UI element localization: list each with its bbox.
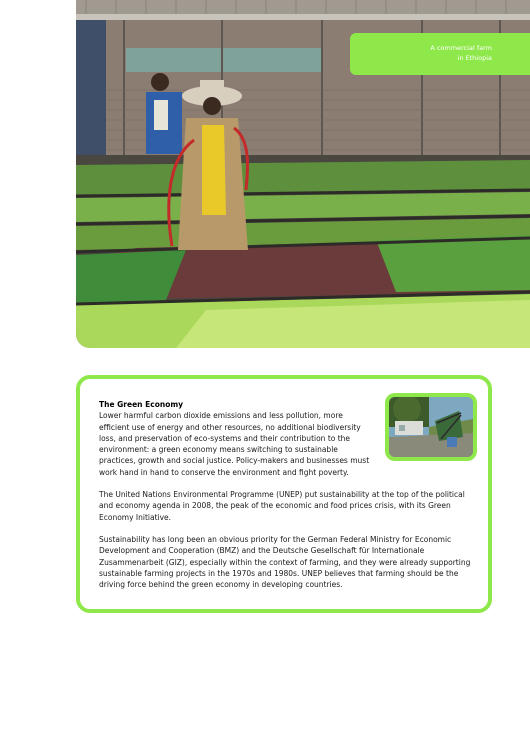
article-heading: The Green Economy (99, 400, 184, 409)
article-text (99, 399, 471, 590)
article-paragraph-3: Sustainability has long been an obvious priority for the German Federal Ministry for Economic Development and Cooperation (BMZ) and the Deutsche Gesellschaft für Internationale Zusammenarbeit (GIZ), especially within the context of farming, and they were already supporting sustainable farming projects in the 1970s and 1980s. UNEP believes that farming should be the driving force behind the green economy in developing countries. (99, 534, 471, 590)
photo-caption-line-2: in Ethiopia (457, 54, 492, 62)
article-paragraph-1: Lower harmful carbon dioxide emissions and less pollution, more efficient use of energy and other resources, no additional biodiversity loss, and preservation of eco-systems and their contribution to the environment: a green economy means switching to sustainable practices, growth and social justice. Policy-makers and businesses must work hand in hand to conserve the environment and fight poverty. (99, 411, 370, 477)
green-economy-box (76, 375, 492, 613)
photo-caption-line-1: A commercial farm (430, 44, 492, 52)
article-paragraph-2: The United Nations Environmental Programme (UNEP) put sustainability at the top of the political and economy agenda in 2008, the peak of the economic and food prices crisis, with its Green Economy Initiative. (99, 490, 465, 522)
photo-caption (350, 33, 530, 75)
